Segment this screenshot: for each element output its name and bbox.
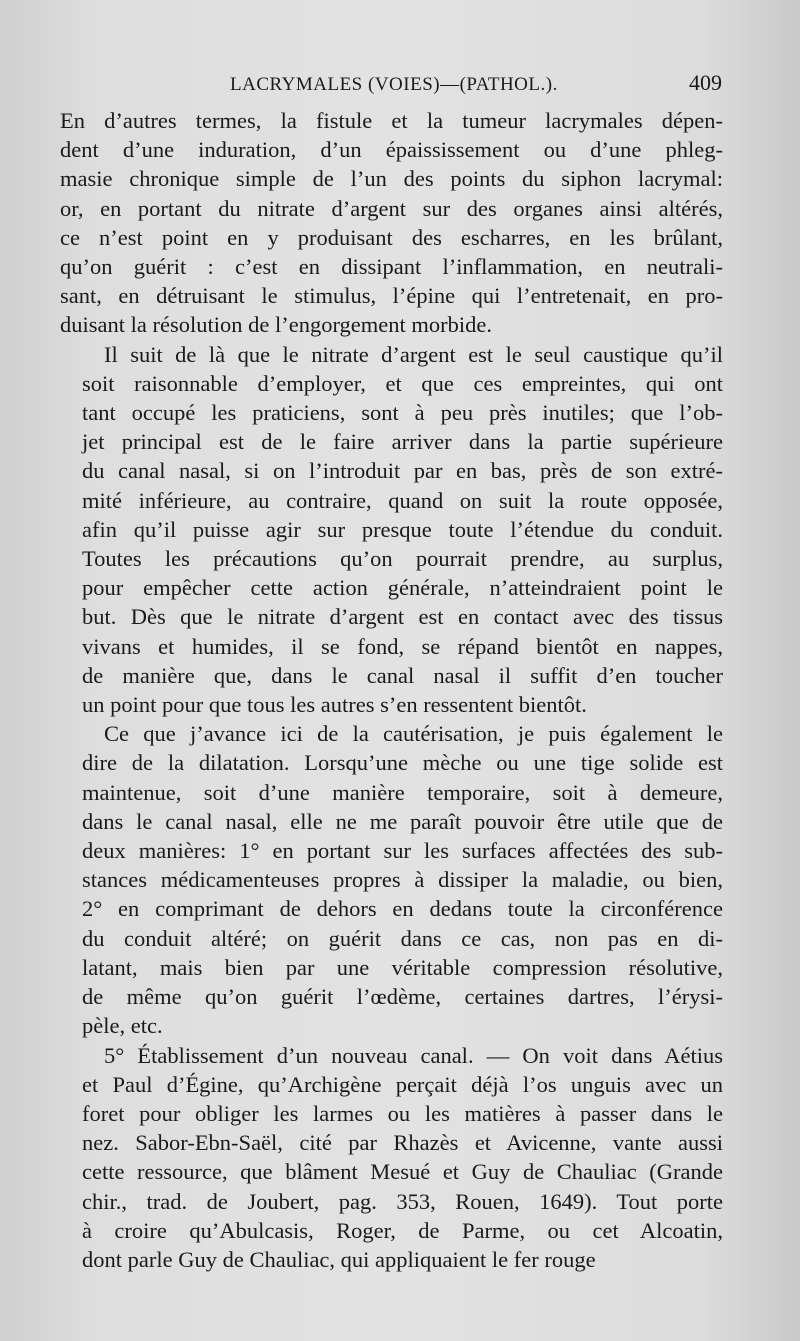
paragraph (60, 106, 723, 340)
page-number: 409 (689, 70, 722, 95)
text-line: afin qu’il puisse agir sur presque toute l’étendue du conduit. (82, 516, 723, 542)
text-line: de manière que, dans le canal nasal il suffit d’en toucher (82, 662, 723, 688)
paragraph (60, 719, 723, 1040)
text-line: duisant la résolution de l’engorgement morbide. (60, 312, 492, 338)
text-line: dire de la dilatation. Lorsqu’une mèche ou une tige solide est (82, 750, 723, 776)
text-line: tant occupé les praticiens, sont à peu près inutiles; que l’ob- (82, 400, 723, 426)
text-line: pour empêcher cette action générale, n’atteindraient point le (82, 575, 723, 601)
body-text (60, 106, 723, 1274)
text-line: ce n’est point en y produisant des escharres, en les brûlant, (60, 224, 723, 250)
text-line: et Paul d’Égine, qu’Archigène perçait déjà l’os unguis avec un (82, 1071, 723, 1097)
text-line: sant, en détruisant le stimulus, l’épine qui l’entretenait, en pro- (60, 283, 723, 309)
text-line: pèle, etc. (82, 1013, 163, 1039)
text-line: Il suit de là que le nitrate d’argent est le seul caustique qu’il (104, 341, 723, 367)
text-line: du conduit altéré; on guérit dans ce cas, non pas en di- (82, 925, 723, 951)
text-line: but. Dès que le nitrate d’argent est en contact avec des tissus (82, 604, 723, 630)
text-line: Toutes les précautions qu’on pourrait prendre, au surplus, (82, 546, 723, 572)
text-line: dont parle Guy de Chauliac, qui appliquaient le fer rouge (82, 1246, 596, 1272)
paragraph (60, 340, 723, 720)
text-line: un point pour que tous les autres s’en ressentent bientôt. (82, 692, 587, 718)
text-line: Ce que j’avance ici de la cautérisation, je puis également le (104, 721, 723, 747)
text-line: qu’on guérit : c’est en dissipant l’inflammation, en neutrali- (60, 254, 723, 280)
text-line: cette ressource, que blâment Mesué et Guy de Chauliac (Grande (82, 1159, 723, 1185)
text-line: vivans et humides, il se fond, se répand bientôt en nappes, (82, 633, 723, 659)
text-line: deux manières: 1° en portant sur les surfaces affectées des sub- (82, 838, 723, 864)
text-line: de même qu’on guérit l’œdème, certaines dartres, l’érysi- (82, 984, 723, 1010)
paragraph (60, 1041, 723, 1275)
text-line: jet principal est de le faire arriver dans la partie supérieure (82, 429, 723, 455)
text-line: nez. Sabor-Ebn-Saël, cité par Rhazès et Avicenne, vante aussi (82, 1130, 723, 1156)
text-line: soit raisonnable d’employer, et que ces empreintes, qui ont (82, 370, 723, 396)
text-line: mité inférieure, au contraire, quand on suit la route opposée, (82, 487, 723, 513)
text-line: 2° en comprimant de dehors en dedans toute la circonférence (82, 896, 723, 922)
text-line: foret pour obliger les larmes ou les matières à passer dans le (82, 1100, 723, 1126)
text-line: latant, mais bien par une véritable compression résolutive, (82, 954, 723, 980)
text-line: maintenue, soit d’une manière temporaire, soit à demeure, (82, 779, 723, 805)
text-line: du canal nasal, si on l’introduit par en bas, près de son extré- (82, 458, 723, 484)
text-line: En d’autres termes, la fistule et la tumeur lacrymales dépen- (60, 108, 723, 133)
text-line: or, en portant du nitrate d’argent sur des organes ainsi altérés, (60, 195, 723, 221)
running-head (60, 70, 722, 102)
text-line: à croire qu’Abulcasis, Roger, de Parme, ou cet Alcoatin, (82, 1217, 723, 1243)
text-line: chir., trad. de Joubert, pag. 353, Rouen, 1649). Tout porte (82, 1188, 723, 1214)
text-line: masie chronique simple de l’un des points du siphon lacrymal: (60, 166, 723, 192)
text-line: stances médicamenteuses propres à dissiper la maladie, ou bien, (82, 867, 723, 893)
text-line: dans le canal nasal, elle ne me paraît pouvoir être utile que de (82, 808, 723, 834)
running-title: LACRYMALES (VOIES)—(PATHOL.). (230, 74, 558, 95)
text-line: 5° Établissement d’un nouveau canal. — On voit dans Aétius (104, 1042, 723, 1068)
text-line: dent d’une induration, d’un épaississement ou d’une phleg- (60, 137, 723, 163)
